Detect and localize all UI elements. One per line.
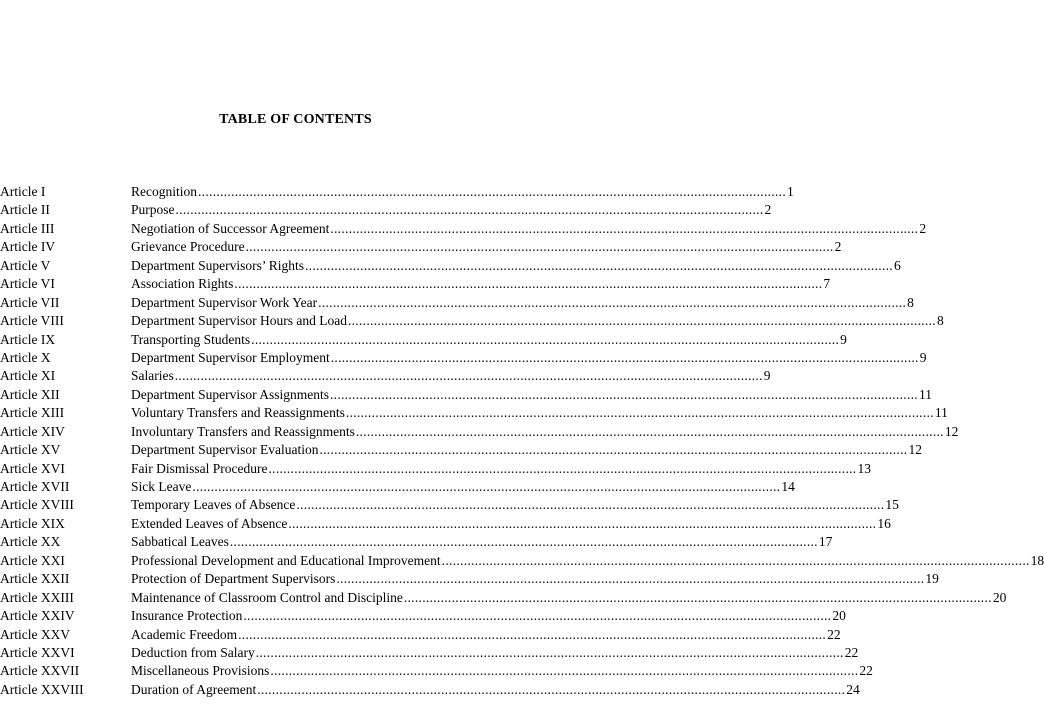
toc-page-number: 13 xyxy=(857,460,871,476)
toc-article-number: Article IV xyxy=(0,239,56,255)
toc-article-number: Article XXVI xyxy=(0,644,75,660)
toc-entry xyxy=(0,478,795,496)
toc-dot-leader: ................................................................................................................................................................ xyxy=(243,608,832,624)
toc-article-subject: Professional Development and Educational Improvement xyxy=(131,552,441,568)
toc-page-number: 8 xyxy=(907,294,914,310)
toc-dot-leader: ................................................................................................................................................................ xyxy=(336,571,925,587)
toc-entry xyxy=(0,331,847,349)
toc-article-subject: Recognition xyxy=(131,184,197,199)
toc-dot-leader: ................................................................................................................................................................ xyxy=(355,423,944,439)
toc-article-subject: Insurance Protection xyxy=(131,608,243,624)
toc-dot-leader: ................................................................................................................................................................ xyxy=(403,589,992,605)
toc-article-subject: Transporting Students xyxy=(131,331,251,347)
toc-entry xyxy=(0,312,944,330)
toc-entry xyxy=(0,404,948,422)
toc-article-number: Article XXII xyxy=(0,571,70,587)
toc-article-subject: Sabbatical Leaves xyxy=(131,534,229,550)
toc-article-number: Article XIII xyxy=(0,405,65,421)
toc-page-number: 9 xyxy=(763,368,771,384)
toc-article-subject: Negotiation of Successor Agreement xyxy=(131,220,330,236)
toc-article-number: Article XXV xyxy=(0,626,71,642)
toc-article-subject: Duration of Agreement xyxy=(131,681,257,697)
toc-dot-leader: ................................................................................................................................................................ xyxy=(257,681,846,697)
toc-article-number: Article VI xyxy=(0,276,55,292)
toc-article-subject: Maintenance of Classroom Control and Discipline xyxy=(131,589,403,605)
toc-page-number: 9 xyxy=(840,331,847,347)
toc-article-subject: Academic Freedom xyxy=(131,626,238,642)
toc-page-number: 2 xyxy=(919,220,927,236)
toc-page-number: 20 xyxy=(992,589,1007,605)
toc-dot-leader: ................................................................................................................................................................ xyxy=(255,644,844,660)
toc-entry xyxy=(0,257,901,275)
toc-dot-leader: ................................................................................................................................................................ xyxy=(330,220,919,236)
toc-dot-leader: ................................................................................................................................................................ xyxy=(318,294,907,310)
toc-page-number: 22 xyxy=(859,663,873,679)
toc-page-number: 15 xyxy=(885,497,899,513)
toc-entry xyxy=(0,238,842,256)
toc-page-number: 11 xyxy=(918,386,932,402)
toc-dot-leader: ................................................................................................................................................................ xyxy=(288,515,877,531)
toc-article-number: Article I xyxy=(0,184,46,199)
toc-article-subject: Fair Dismissal Procedure xyxy=(131,460,268,476)
toc-entry xyxy=(0,386,932,404)
toc-page-number: 16 xyxy=(877,515,891,531)
toc-entry xyxy=(0,275,831,293)
toc-entry xyxy=(0,644,859,662)
toc-article-number: Article XVI xyxy=(0,460,65,476)
toc-entry xyxy=(0,423,959,441)
toc-article-subject: Involuntary Transfers and Reassignments xyxy=(131,423,355,439)
toc-entry xyxy=(0,349,927,367)
toc-article-number: Article V xyxy=(0,257,51,273)
toc-article-number: Article XX xyxy=(0,534,61,550)
toc-article-subject: Extended Leaves of Absence xyxy=(131,515,288,531)
toc-entry xyxy=(0,626,841,644)
toc-article-number: Article XIV xyxy=(0,423,65,439)
toc-page-number: 22 xyxy=(827,626,841,642)
toc-dot-leader: ................................................................................................................................................................ xyxy=(296,497,885,513)
page-title: TABLE OF CONTENTS xyxy=(219,112,372,127)
toc-article-subject: Voluntary Transfers and Reassignments xyxy=(131,405,345,421)
toc-dot-leader: ................................................................................................................................................................ xyxy=(192,479,781,494)
toc-dot-leader: ................................................................................................................................................................ xyxy=(175,202,764,218)
toc-article-number: Article XI xyxy=(0,368,56,384)
toc-entry xyxy=(0,662,873,680)
toc-dot-leader: ................................................................................................................................................................ xyxy=(268,460,857,476)
toc-article-subject: Purpose xyxy=(131,202,175,218)
toc-dot-leader: ................................................................................................................................................................ xyxy=(245,239,834,255)
toc-article-subject: Department Supervisor Work Year xyxy=(131,294,318,310)
toc-entry xyxy=(0,552,1044,570)
toc-page-number: 19 xyxy=(925,571,939,587)
toc-entry xyxy=(0,515,891,533)
toc-page-number: 2 xyxy=(764,202,772,218)
toc-dot-leader: ................................................................................................................................................................ xyxy=(319,442,908,458)
toc-article-number: Article XXIV xyxy=(0,608,75,624)
toc-page-number: 20 xyxy=(832,608,846,624)
toc-entry xyxy=(0,533,833,551)
toc-dot-leader: ................................................................................................................................................................ xyxy=(229,534,818,550)
toc-entry xyxy=(0,220,927,238)
toc-article-subject: Miscellaneous Provisions xyxy=(131,663,270,679)
toc-page-number: 22 xyxy=(844,644,859,660)
toc-page-number: 17 xyxy=(818,534,833,550)
toc-dot-leader: ................................................................................................................................................................ xyxy=(441,552,1030,568)
toc-dot-leader: ................................................................................................................................................................ xyxy=(198,184,786,199)
toc-dot-leader: ................................................................................................................................................................ xyxy=(238,626,827,642)
toc-dot-leader: ................................................................................................................................................................ xyxy=(329,386,918,402)
toc-entry xyxy=(0,201,772,219)
toc-article-number: Article XVII xyxy=(0,479,70,494)
toc-article-subject: Grievance Procedure xyxy=(131,239,245,255)
toc-page-number: 12 xyxy=(908,442,922,458)
toc-entry xyxy=(0,441,922,459)
toc-entry xyxy=(0,367,771,385)
toc-article-subject: Deduction from Salary xyxy=(131,644,255,660)
toc-article-number: Article III xyxy=(0,220,55,236)
toc-article-subject: Department Supervisor Hours and Load xyxy=(131,313,347,329)
toc-article-number: Article XXVII xyxy=(0,663,80,679)
toc-article-subject: Sick Leave xyxy=(131,479,192,494)
toc-article-number: Article XII xyxy=(0,386,60,402)
toc-page-number: 6 xyxy=(893,257,901,273)
toc-entry xyxy=(0,496,899,514)
toc-entry xyxy=(0,294,914,312)
toc-article-subject: Department Supervisor Assignments xyxy=(131,386,329,402)
toc-article-subject: Department Supervisor Evaluation xyxy=(131,442,319,458)
toc-entry xyxy=(0,681,860,699)
toc-article-number: Article IX xyxy=(0,331,56,347)
toc-page-number: 12 xyxy=(944,423,959,439)
toc-page-number: 2 xyxy=(834,239,842,255)
toc-article-subject: Temporary Leaves of Absence xyxy=(131,497,296,513)
toc-page-number: 11 xyxy=(934,405,948,421)
toc-article-subject: Association Rights xyxy=(131,276,234,292)
toc-article-number: Article VIII xyxy=(0,313,64,329)
toc-dot-leader: ................................................................................................................................................................ xyxy=(234,276,823,292)
toc-dot-leader: ................................................................................................................................................................ xyxy=(345,405,934,421)
toc-article-number: Article XIX xyxy=(0,515,65,531)
toc-dot-leader: ................................................................................................................................................................ xyxy=(251,331,840,347)
toc-entry xyxy=(0,589,1007,607)
toc-page-number: 18 xyxy=(1030,552,1044,568)
table-of-contents xyxy=(0,183,1044,699)
toc-page-number: 1 xyxy=(787,184,794,199)
toc-article-number: Article X xyxy=(0,349,51,365)
toc-article-number: Article XXIII xyxy=(0,589,74,605)
toc-entry xyxy=(0,570,939,588)
toc-entry xyxy=(0,607,846,625)
toc-article-subject: Department Supervisor Employment xyxy=(131,349,330,365)
toc-article-subject: Salaries xyxy=(131,368,174,384)
toc-dot-leader: ................................................................................................................................................................ xyxy=(174,368,763,384)
toc-dot-leader: ................................................................................................................................................................ xyxy=(304,257,893,273)
toc-page-number: 14 xyxy=(781,479,795,494)
toc-dot-leader: ................................................................................................................................................................ xyxy=(347,313,936,329)
toc-article-number: Article II xyxy=(0,202,50,218)
toc-article-number: Article XXVIII xyxy=(0,681,84,697)
toc-dot-leader: ................................................................................................................................................................ xyxy=(330,349,919,365)
toc-dot-leader: ................................................................................................................................................................ xyxy=(270,663,859,679)
toc-article-subject: Department Supervisors’ Rights xyxy=(131,257,304,273)
toc-page-number: 7 xyxy=(823,276,831,292)
toc-article-number: Article XV xyxy=(0,442,61,458)
toc-entry xyxy=(0,460,871,478)
toc-page-number: 24 xyxy=(846,681,860,697)
toc-page-number: 9 xyxy=(919,349,927,365)
toc-article-subject: Protection of Department Supervisors xyxy=(131,571,336,587)
toc-article-number: Article XVIII xyxy=(0,497,74,513)
toc-article-number: Article VII xyxy=(0,294,60,310)
toc-entry xyxy=(0,183,794,201)
toc-page-number: 8 xyxy=(936,313,944,329)
toc-article-number: Article XXI xyxy=(0,552,65,568)
